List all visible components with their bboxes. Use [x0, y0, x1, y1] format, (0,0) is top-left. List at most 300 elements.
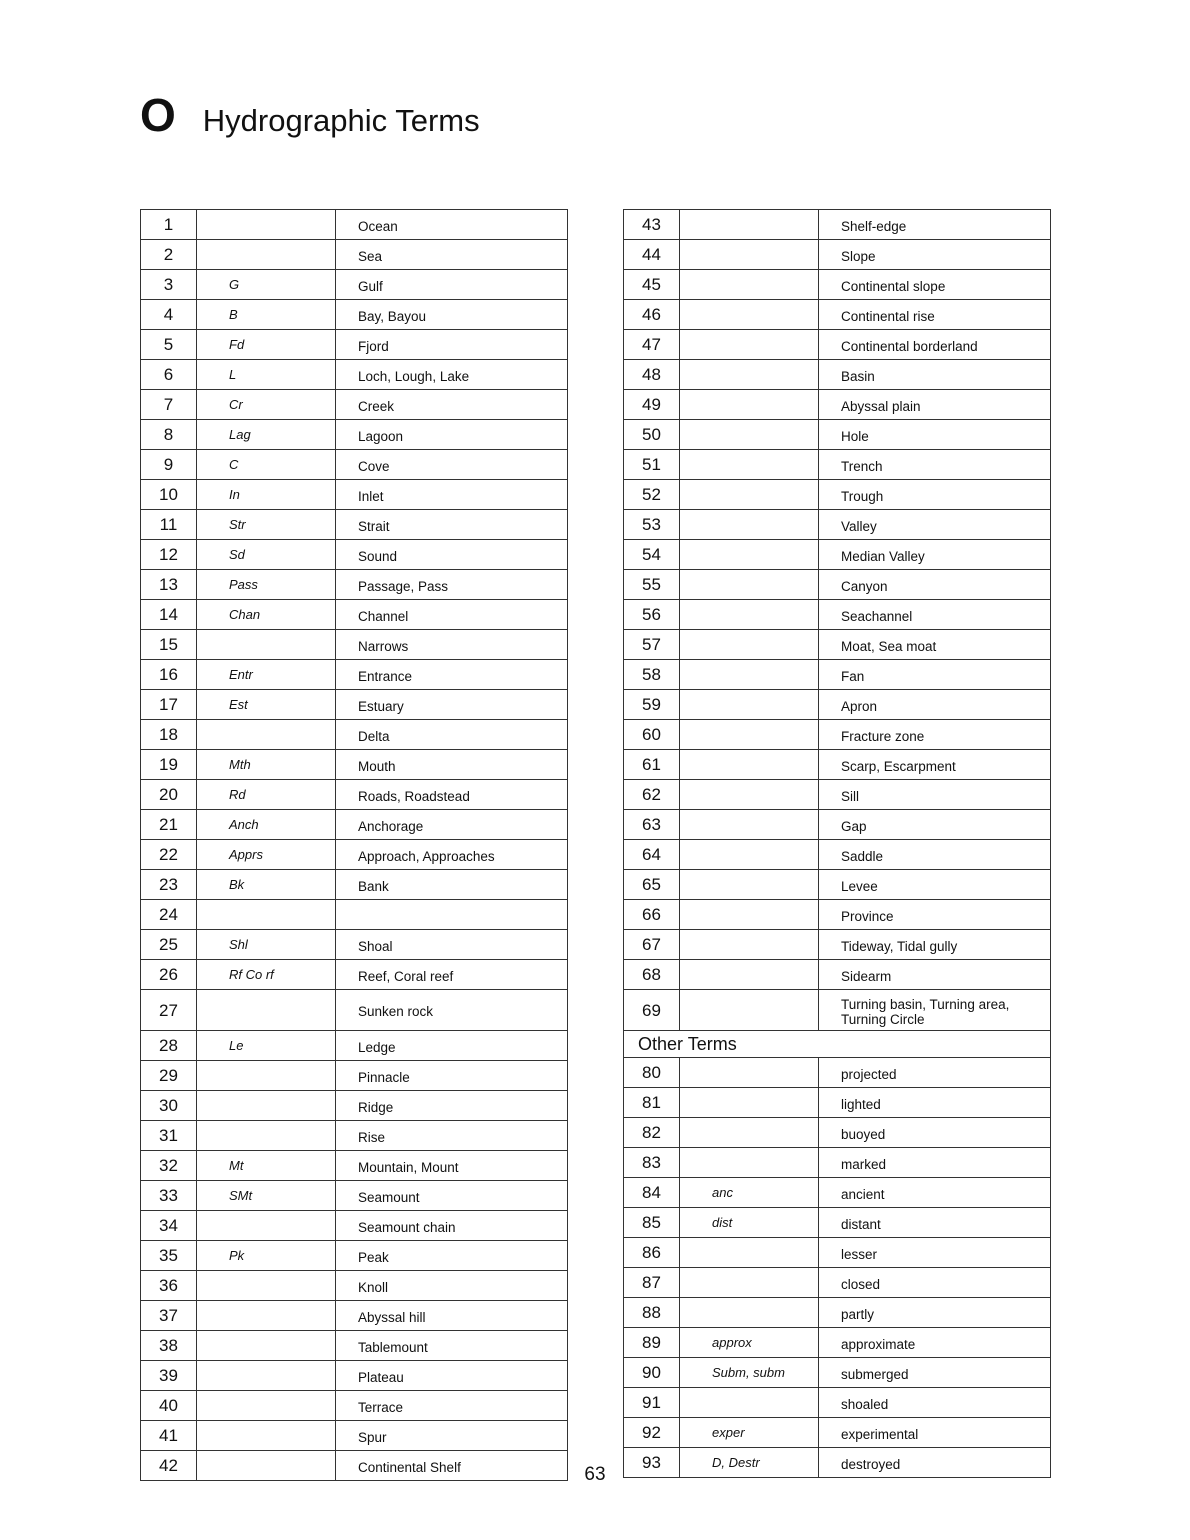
term-abbreviation [680, 360, 819, 390]
term-name: Sill [819, 780, 1051, 810]
term-name: Continental slope [819, 270, 1051, 300]
term-name: Roads, Roadstead [336, 780, 568, 810]
term-name: partly [819, 1298, 1051, 1328]
term-abbreviation [680, 330, 819, 360]
term-name: Inlet [336, 480, 568, 510]
table-row [141, 1031, 568, 1061]
term-name: Continental borderland [819, 330, 1051, 360]
term-name: Plateau [336, 1361, 568, 1391]
page-number: 63 [584, 1464, 606, 1485]
term-name: Tideway, Tidal gully [819, 930, 1051, 960]
term-abbreviation [680, 1268, 819, 1298]
term-abbreviation [197, 1421, 336, 1451]
term-abbreviation [680, 1088, 819, 1118]
term-abbreviation [680, 600, 819, 630]
term-name: Continental rise [819, 300, 1051, 330]
term-abbreviation: Rd [197, 780, 336, 810]
table-row [141, 630, 568, 660]
term-abbreviation [197, 1331, 336, 1361]
table-row [624, 1088, 1051, 1118]
term-name: Province [819, 900, 1051, 930]
term-name: Moat, Sea moat [819, 630, 1051, 660]
term-number: 15 [141, 630, 197, 660]
term-number: 81 [624, 1088, 680, 1118]
term-abbreviation [680, 300, 819, 330]
table-row [141, 720, 568, 750]
term-abbreviation: approx [680, 1328, 819, 1358]
table-row [624, 960, 1051, 990]
term-number: 8 [141, 420, 197, 450]
term-abbreviation [197, 210, 336, 240]
term-number: 25 [141, 930, 197, 960]
term-number: 21 [141, 810, 197, 840]
term-abbreviation: B [197, 300, 336, 330]
term-number: 45 [624, 270, 680, 300]
term-name: Basin [819, 360, 1051, 390]
term-number: 36 [141, 1271, 197, 1301]
term-abbreviation: Sd [197, 540, 336, 570]
table-row [141, 450, 568, 480]
table-row [624, 360, 1051, 390]
term-number: 55 [624, 570, 680, 600]
table-row [624, 990, 1051, 1031]
term-name: Scarp, Escarpment [819, 750, 1051, 780]
term-name: Canyon [819, 570, 1051, 600]
table-row [624, 900, 1051, 930]
term-abbreviation: Rf Co rf [197, 960, 336, 990]
term-number: 40 [141, 1391, 197, 1421]
section-header-row [624, 1031, 1051, 1058]
term-abbreviation [680, 450, 819, 480]
table-row [141, 990, 568, 1031]
table-row [141, 240, 568, 270]
table-row [624, 930, 1051, 960]
term-abbreviation [197, 630, 336, 660]
table-row [141, 1361, 568, 1391]
term-number: 39 [141, 1361, 197, 1391]
term-number: 66 [624, 900, 680, 930]
term-name: Ledge [336, 1031, 568, 1061]
term-abbreviation [680, 750, 819, 780]
term-name: Terrace [336, 1391, 568, 1421]
table-row [141, 1211, 568, 1241]
term-name: Slope [819, 240, 1051, 270]
term-number: 35 [141, 1241, 197, 1271]
table-row [624, 270, 1051, 300]
term-abbreviation [197, 1391, 336, 1421]
table-row [624, 1148, 1051, 1178]
term-name-line-2: Turning Circle [841, 1011, 925, 1027]
term-name: Apron [819, 690, 1051, 720]
term-abbreviation: Mth [197, 750, 336, 780]
term-number: 7 [141, 390, 197, 420]
term-abbreviation [197, 1121, 336, 1151]
table-row [141, 1301, 568, 1331]
table-row [141, 420, 568, 450]
term-name: Bay, Bayou [336, 300, 568, 330]
term-name: Shoal [336, 930, 568, 960]
term-number: 19 [141, 750, 197, 780]
term-abbreviation: Mt [197, 1151, 336, 1181]
table-row [141, 1421, 568, 1451]
term-number: 61 [624, 750, 680, 780]
term-name: lesser [819, 1238, 1051, 1268]
term-number: 17 [141, 690, 197, 720]
term-abbreviation: Est [197, 690, 336, 720]
term-number: 31 [141, 1121, 197, 1151]
section-letter: O [140, 89, 176, 141]
term-number: 12 [141, 540, 197, 570]
table-row [624, 630, 1051, 660]
term-number: 93 [624, 1448, 680, 1478]
term-name: Ridge [336, 1091, 568, 1121]
term-number: 20 [141, 780, 197, 810]
table-row [624, 570, 1051, 600]
term-abbreviation [680, 960, 819, 990]
term-name: Channel [336, 600, 568, 630]
table-row [624, 810, 1051, 840]
table-row [624, 600, 1051, 630]
term-number: 10 [141, 480, 197, 510]
term-abbreviation [680, 390, 819, 420]
term-name: projected [819, 1058, 1051, 1088]
term-abbreviation [680, 690, 819, 720]
term-name: Strait [336, 510, 568, 540]
section-title-other-terms: Other Terms [624, 1031, 1051, 1058]
term-number: 41 [141, 1421, 197, 1451]
term-abbreviation: Apprs [197, 840, 336, 870]
term-number: 62 [624, 780, 680, 810]
term-abbreviation [680, 720, 819, 750]
table-row [141, 750, 568, 780]
table-row [624, 480, 1051, 510]
term-name: Rise [336, 1121, 568, 1151]
term-number: 87 [624, 1268, 680, 1298]
term-number: 56 [624, 600, 680, 630]
table-row [141, 1091, 568, 1121]
term-number: 44 [624, 240, 680, 270]
term-number: 86 [624, 1238, 680, 1268]
term-name: destroyed [819, 1448, 1051, 1478]
term-abbreviation [680, 930, 819, 960]
term-abbreviation: G [197, 270, 336, 300]
term-abbreviation [680, 210, 819, 240]
table-row [141, 870, 568, 900]
term-abbreviation [680, 990, 819, 1031]
term-name: Sidearm [819, 960, 1051, 990]
term-abbreviation: In [197, 480, 336, 510]
table-row [624, 840, 1051, 870]
table-row [141, 540, 568, 570]
page-title: Hydrographic Terms [202, 103, 480, 138]
term-number: 26 [141, 960, 197, 990]
term-name: Trench [819, 450, 1051, 480]
term-abbreviation [680, 570, 819, 600]
term-abbreviation [680, 1148, 819, 1178]
table-row [141, 1391, 568, 1421]
term-number: 23 [141, 870, 197, 900]
term-number: 48 [624, 360, 680, 390]
term-number: 27 [141, 990, 197, 1031]
term-name: Sound [336, 540, 568, 570]
term-name: Median Valley [819, 540, 1051, 570]
table-row [624, 1418, 1051, 1448]
term-abbreviation: Entr [197, 660, 336, 690]
term-number: 63 [624, 810, 680, 840]
term-abbreviation: exper [680, 1418, 819, 1448]
term-name: Tablemount [336, 1331, 568, 1361]
term-abbreviation [680, 870, 819, 900]
term-abbreviation [197, 1271, 336, 1301]
table-row [624, 300, 1051, 330]
term-name: Fjord [336, 330, 568, 360]
term-number: 88 [624, 1298, 680, 1328]
table-row [624, 240, 1051, 270]
term-abbreviation: Pass [197, 570, 336, 600]
table-row [141, 360, 568, 390]
term-number: 3 [141, 270, 197, 300]
term-name: buoyed [819, 1118, 1051, 1148]
table-row [141, 1271, 568, 1301]
term-number: 9 [141, 450, 197, 480]
term-number: 91 [624, 1388, 680, 1418]
term-name: Abyssal plain [819, 390, 1051, 420]
term-abbreviation [680, 630, 819, 660]
term-number: 43 [624, 210, 680, 240]
table-row [141, 690, 568, 720]
term-number: 14 [141, 600, 197, 630]
term-name: Valley [819, 510, 1051, 540]
table-row [624, 450, 1051, 480]
term-number: 92 [624, 1418, 680, 1448]
term-name: Saddle [819, 840, 1051, 870]
term-number: 53 [624, 510, 680, 540]
term-abbreviation [680, 840, 819, 870]
table-row [624, 1388, 1051, 1418]
term-abbreviation: Bk [197, 870, 336, 900]
term-name: lighted [819, 1088, 1051, 1118]
term-number: 1 [141, 210, 197, 240]
term-name: Bank [336, 870, 568, 900]
term-number: 60 [624, 720, 680, 750]
term-number: 89 [624, 1328, 680, 1358]
term-abbreviation [680, 1388, 819, 1418]
term-number: 65 [624, 870, 680, 900]
term-number: 24 [141, 900, 197, 930]
term-number: 16 [141, 660, 197, 690]
term-abbreviation: dist [680, 1208, 819, 1238]
term-abbreviation: anc [680, 1178, 819, 1208]
term-abbreviation: Lag [197, 420, 336, 450]
term-number: 32 [141, 1151, 197, 1181]
term-abbreviation [197, 1301, 336, 1331]
term-abbreviation [680, 780, 819, 810]
table-row [624, 1268, 1051, 1298]
table-row [141, 210, 568, 240]
table-row [624, 660, 1051, 690]
term-abbreviation [197, 1091, 336, 1121]
term-number: 69 [624, 990, 680, 1031]
table-row [624, 1178, 1051, 1208]
term-name: Sea [336, 240, 568, 270]
table-row [624, 390, 1051, 420]
term-number: 18 [141, 720, 197, 750]
term-number: 50 [624, 420, 680, 450]
table-row [624, 690, 1051, 720]
term-abbreviation: SMt [197, 1181, 336, 1211]
term-abbreviation: Shl [197, 930, 336, 960]
term-abbreviation [197, 1061, 336, 1091]
term-name: Cove [336, 450, 568, 480]
table-row [141, 840, 568, 870]
table-row [624, 540, 1051, 570]
term-number: 83 [624, 1148, 680, 1178]
table-row [624, 420, 1051, 450]
table-row [141, 1061, 568, 1091]
term-name: Lagoon [336, 420, 568, 450]
term-name: Hole [819, 420, 1051, 450]
term-number: 29 [141, 1061, 197, 1091]
term-name: experimental [819, 1418, 1051, 1448]
term-number: 64 [624, 840, 680, 870]
term-name: ancient [819, 1178, 1051, 1208]
table-row [141, 270, 568, 300]
term-name: Narrows [336, 630, 568, 660]
term-abbreviation [197, 900, 336, 930]
table-row [624, 1238, 1051, 1268]
term-number: 82 [624, 1118, 680, 1148]
term-name: Peak [336, 1241, 568, 1271]
term-name: Seamount chain [336, 1211, 568, 1241]
term-name: Spur [336, 1421, 568, 1451]
term-abbreviation [197, 1211, 336, 1241]
term-number: 11 [141, 510, 197, 540]
term-abbreviation: Pk [197, 1241, 336, 1271]
term-abbreviation: Chan [197, 600, 336, 630]
term-number: 38 [141, 1331, 197, 1361]
table-row [624, 330, 1051, 360]
term-abbreviation [680, 240, 819, 270]
term-name: Pinnacle [336, 1061, 568, 1091]
table-row [141, 1121, 568, 1151]
term-name [336, 900, 568, 930]
table-row [624, 1208, 1051, 1238]
table-row [141, 810, 568, 840]
term-number: 30 [141, 1091, 197, 1121]
term-abbreviation [197, 1361, 336, 1391]
term-name: Abyssal hill [336, 1301, 568, 1331]
term-name: approximate [819, 1328, 1051, 1358]
table-row [141, 900, 568, 930]
term-number: 59 [624, 690, 680, 720]
table-row [141, 660, 568, 690]
hydrographic-terms-table-left [140, 209, 568, 1481]
term-number: 34 [141, 1211, 197, 1241]
term-name: distant [819, 1208, 1051, 1238]
term-name: marked [819, 1148, 1051, 1178]
left-table-body [141, 210, 568, 1481]
term-number: 90 [624, 1358, 680, 1388]
term-abbreviation [680, 660, 819, 690]
term-abbreviation [680, 420, 819, 450]
term-number: 67 [624, 930, 680, 960]
term-abbreviation [680, 540, 819, 570]
term-name: Anchorage [336, 810, 568, 840]
term-abbreviation [680, 900, 819, 930]
term-abbreviation [197, 990, 336, 1031]
table-row [624, 1298, 1051, 1328]
table-row [141, 780, 568, 810]
table-row [624, 1118, 1051, 1148]
table-row [141, 510, 568, 540]
term-name: Approach, Approaches [336, 840, 568, 870]
table-row [624, 1358, 1051, 1388]
term-abbreviation [197, 720, 336, 750]
term-name: Trough [819, 480, 1051, 510]
term-name: Gap [819, 810, 1051, 840]
term-number: 22 [141, 840, 197, 870]
term-name: Entrance [336, 660, 568, 690]
term-abbreviation: Anch [197, 810, 336, 840]
table-row [141, 1241, 568, 1271]
table-row [141, 330, 568, 360]
term-number: 85 [624, 1208, 680, 1238]
term-name: Levee [819, 870, 1051, 900]
term-abbreviation: C [197, 450, 336, 480]
table-row [141, 960, 568, 990]
table-row [141, 480, 568, 510]
term-abbreviation [197, 240, 336, 270]
term-number: 54 [624, 540, 680, 570]
term-name [819, 990, 1051, 1031]
term-abbreviation [680, 270, 819, 300]
table-row [624, 510, 1051, 540]
term-name: shoaled [819, 1388, 1051, 1418]
term-abbreviation [680, 1058, 819, 1088]
term-abbreviation [680, 1118, 819, 1148]
term-name: Seamount [336, 1181, 568, 1211]
term-name: Knoll [336, 1271, 568, 1301]
term-abbreviation [680, 1238, 819, 1268]
term-name-line-1: Turning basin, Turning area, [841, 996, 1010, 1012]
term-number: 42 [141, 1451, 197, 1481]
table-row [624, 210, 1051, 240]
term-number: 68 [624, 960, 680, 990]
term-abbreviation: Str [197, 510, 336, 540]
term-number: 37 [141, 1301, 197, 1331]
term-name: Mouth [336, 750, 568, 780]
table-row [624, 780, 1051, 810]
table-row [624, 720, 1051, 750]
table-row [141, 570, 568, 600]
term-abbreviation [680, 1298, 819, 1328]
term-number: 46 [624, 300, 680, 330]
table-row [141, 930, 568, 960]
term-abbreviation: Le [197, 1031, 336, 1061]
term-number: 6 [141, 360, 197, 390]
term-abbreviation: D, Destr [680, 1448, 819, 1478]
term-abbreviation: Fd [197, 330, 336, 360]
table-row [141, 1151, 568, 1181]
term-name: Passage, Pass [336, 570, 568, 600]
term-number: 52 [624, 480, 680, 510]
term-abbreviation [680, 480, 819, 510]
term-number: 5 [141, 330, 197, 360]
term-name: Seachannel [819, 600, 1051, 630]
right-table-body [624, 210, 1051, 1478]
term-abbreviation [680, 510, 819, 540]
term-name: Ocean [336, 210, 568, 240]
